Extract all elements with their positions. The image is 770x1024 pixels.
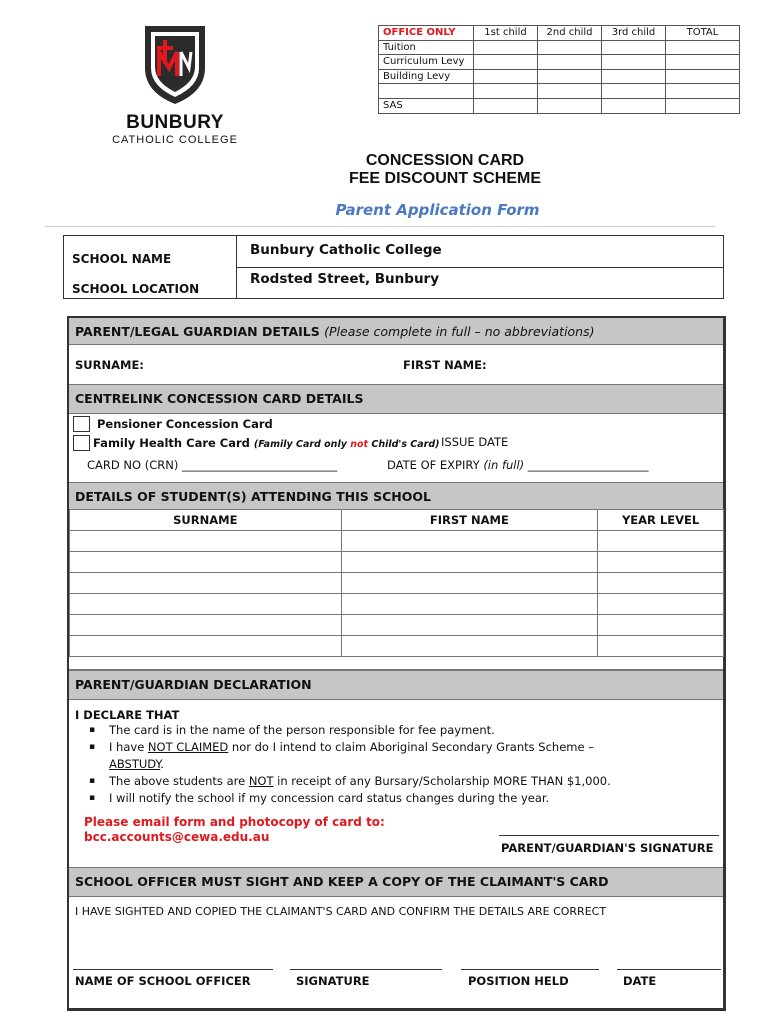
health-care-card-checkbox[interactable] [73, 435, 90, 451]
table-row [70, 594, 724, 615]
application-form [67, 316, 726, 1011]
student-first-name-cell[interactable] [341, 531, 598, 552]
date-label: DATE [623, 974, 657, 988]
officer-heading [69, 867, 723, 897]
office-row [379, 98, 740, 113]
office-row-label: Curriculum Levy [379, 55, 474, 70]
student-year-level-cell[interactable] [598, 531, 724, 552]
office-cell[interactable] [538, 98, 602, 113]
school-details-table [63, 235, 724, 299]
second-child-header: 2nd child [538, 26, 602, 41]
office-cell[interactable] [474, 40, 538, 55]
student-first-name-cell[interactable] [341, 594, 598, 615]
declaration-item-2b: nor do I intend to claim Aboriginal Secondary Grants Scheme – [228, 740, 594, 754]
year-level-column-header: YEAR LEVEL [598, 510, 724, 531]
students-table [69, 509, 724, 657]
surname-column-header: SURNAME [70, 510, 342, 531]
student-surname-cell[interactable] [70, 594, 342, 615]
office-cell[interactable] [602, 40, 666, 55]
declaration-not: NOT [248, 774, 274, 788]
student-first-name-cell[interactable] [341, 573, 598, 594]
card-number-field[interactable]: CARD NO (CRN) ___________________________ [87, 458, 338, 472]
logo-subtitle: CATHOLIC COLLEGE [112, 134, 238, 146]
email-instruction-text: Please email form and photocopy of card to: [84, 815, 385, 829]
office-row [379, 40, 740, 55]
form-title-line-1: CONCESSION CARD [365, 152, 525, 169]
declaration-item-4: I will notify the school if my concession card status changes during the year. [109, 791, 550, 805]
office-row-label [379, 84, 474, 99]
office-cell[interactable] [474, 55, 538, 70]
office-cell[interactable] [474, 69, 538, 84]
office-row [379, 55, 740, 70]
office-cell[interactable] [474, 84, 538, 99]
school-name-value: Bunbury Catholic College [250, 242, 442, 258]
position-held-label: POSITION HELD [468, 974, 569, 988]
declaration-item-3b: in receipt of any Bursary/Scholarship MORE THAN $1,000. [273, 774, 611, 788]
officer-title: SCHOOL OFFICER MUST SIGHT AND KEEP A COPY OF THE CLAIMANT'S CARD [75, 874, 609, 889]
list-item [109, 790, 699, 807]
table-row [70, 573, 724, 594]
health-care-card-note [254, 439, 440, 450]
declaration-not-claimed: NOT CLAIMED [147, 740, 229, 754]
student-surname-cell[interactable] [70, 636, 342, 657]
note-part-b: Child's Card) [368, 439, 440, 450]
list-item [109, 773, 699, 790]
health-care-card-text: Family Health Care Card [93, 436, 250, 450]
divider [236, 267, 723, 268]
office-cell[interactable] [602, 55, 666, 70]
students-title: DETAILS OF STUDENT(S) ATTENDING THIS SCHOOL [75, 489, 431, 504]
student-year-level-cell[interactable] [598, 636, 724, 657]
officer-signature-line[interactable] [290, 969, 442, 970]
shield-crest-icon [139, 22, 211, 106]
office-cell[interactable] [602, 98, 666, 113]
parent-signature-label: PARENT/GUARDIAN'S SIGNATURE [501, 841, 714, 855]
student-first-name-cell[interactable] [341, 636, 598, 657]
office-cell[interactable] [666, 40, 740, 55]
email-instructions [84, 815, 385, 845]
parent-details-title: PARENT/LEGAL GUARDIAN DETAILS [75, 324, 320, 339]
school-location-value: Rodsted Street, Bunbury [250, 271, 440, 287]
table-row [70, 636, 724, 657]
first-name-label: FIRST NAME: [403, 358, 487, 372]
office-row [379, 69, 740, 84]
declaration-list [109, 722, 699, 807]
form-title-line-2: FEE DISCOUNT SCHEME [348, 170, 541, 187]
school-location-label: SCHOOL LOCATION [72, 282, 200, 296]
expiry-line: _____________________ [524, 458, 649, 472]
table-row [70, 552, 724, 573]
students-heading [69, 482, 723, 510]
declaration-item-2d: . [160, 757, 164, 771]
office-only-header: OFFICE ONLY [379, 26, 474, 41]
list-item [109, 739, 699, 773]
office-row-label: SAS [379, 98, 474, 113]
declaration-heading [69, 670, 723, 700]
officer-name-line[interactable] [73, 969, 273, 970]
date-line[interactable] [617, 969, 721, 970]
pensioner-card-label: Pensioner Concession Card [97, 417, 273, 431]
expiry-note: (in full) [483, 458, 525, 472]
officer-signature-label: SIGNATURE [296, 974, 370, 988]
officer-statement: I HAVE SIGHTED AND COPIED THE CLAIMANT'S CARD AND CONFIRM THE DETAILS ARE CORRECT [75, 905, 607, 918]
third-child-header: 3rd child [602, 26, 666, 41]
list-item [109, 722, 699, 739]
student-surname-cell[interactable] [70, 531, 342, 552]
issue-date-label: ISSUE DATE [441, 435, 509, 449]
student-first-name-cell[interactable] [341, 552, 598, 573]
office-cell[interactable] [538, 40, 602, 55]
office-header-row [379, 26, 740, 41]
declaration-intro: I DECLARE THAT [75, 708, 180, 722]
student-year-level-cell[interactable] [598, 615, 724, 636]
student-year-level-cell[interactable] [598, 552, 724, 573]
declaration-item-2a: I have [109, 740, 148, 754]
first-name-column-header: FIRST NAME [341, 510, 598, 531]
student-first-name-cell[interactable] [341, 615, 598, 636]
email-address-link[interactable]: bcc.accounts@cewa.edu.au [84, 830, 270, 844]
parent-details-note: (Please complete in full – no abbreviations) [324, 324, 595, 339]
note-part-a: (Family Card only [253, 439, 351, 450]
office-cell[interactable] [538, 55, 602, 70]
surname-field[interactable] [169, 352, 389, 374]
student-surname-cell[interactable] [70, 573, 342, 594]
college-logo [110, 22, 240, 147]
office-cell[interactable] [666, 55, 740, 70]
student-surname-cell[interactable] [70, 552, 342, 573]
student-surname-cell[interactable] [70, 615, 342, 636]
office-cell[interactable] [602, 84, 666, 99]
office-row-label: Tuition [379, 40, 474, 55]
divider [45, 226, 715, 227]
note-not: not [350, 439, 369, 450]
parent-signature-line[interactable] [499, 835, 719, 836]
office-cell[interactable] [602, 69, 666, 84]
parent-details-heading [69, 318, 723, 345]
office-row-label: Building Levy [379, 69, 474, 84]
surname-label: SURNAME: [75, 358, 144, 372]
total-header: TOTAL [666, 26, 740, 41]
first-child-header: 1st child [474, 26, 538, 41]
table-row [70, 531, 724, 552]
student-year-level-cell[interactable] [598, 573, 724, 594]
office-cell[interactable] [538, 69, 602, 84]
logo-name: BUNBURY [126, 112, 224, 133]
first-name-field[interactable] [499, 352, 719, 374]
centrelink-heading [69, 384, 723, 414]
declaration-item-1: The card is in the name of the person responsible for fee payment. [109, 723, 495, 737]
health-care-card-label [93, 436, 440, 450]
students-header-row [70, 510, 724, 531]
expiry-label: DATE OF EXPIRY [387, 458, 484, 472]
officer-name-label: NAME OF SCHOOL OFFICER [75, 974, 251, 988]
school-name-label: SCHOOL NAME [72, 252, 172, 266]
form-subtitle: Parent Application Form [335, 201, 540, 219]
office-cell[interactable] [666, 98, 740, 113]
office-only-table [378, 25, 740, 114]
declaration-title: PARENT/GUARDIAN DECLARATION [75, 677, 312, 692]
office-cell[interactable] [474, 98, 538, 113]
student-year-level-cell[interactable] [598, 594, 724, 615]
pensioner-card-checkbox[interactable] [73, 416, 90, 432]
declaration-item-3a: The above students are [109, 774, 249, 788]
position-held-line[interactable] [461, 969, 599, 970]
office-cell[interactable] [666, 69, 740, 84]
table-row [70, 615, 724, 636]
expiry-date-field[interactable] [387, 458, 649, 472]
office-row [379, 84, 740, 99]
office-cell[interactable] [666, 84, 740, 99]
office-cell[interactable] [538, 84, 602, 99]
centrelink-title: CENTRELINK CONCESSION CARD DETAILS [75, 391, 364, 406]
declaration-abstudy: ABSTUDY [109, 757, 161, 771]
